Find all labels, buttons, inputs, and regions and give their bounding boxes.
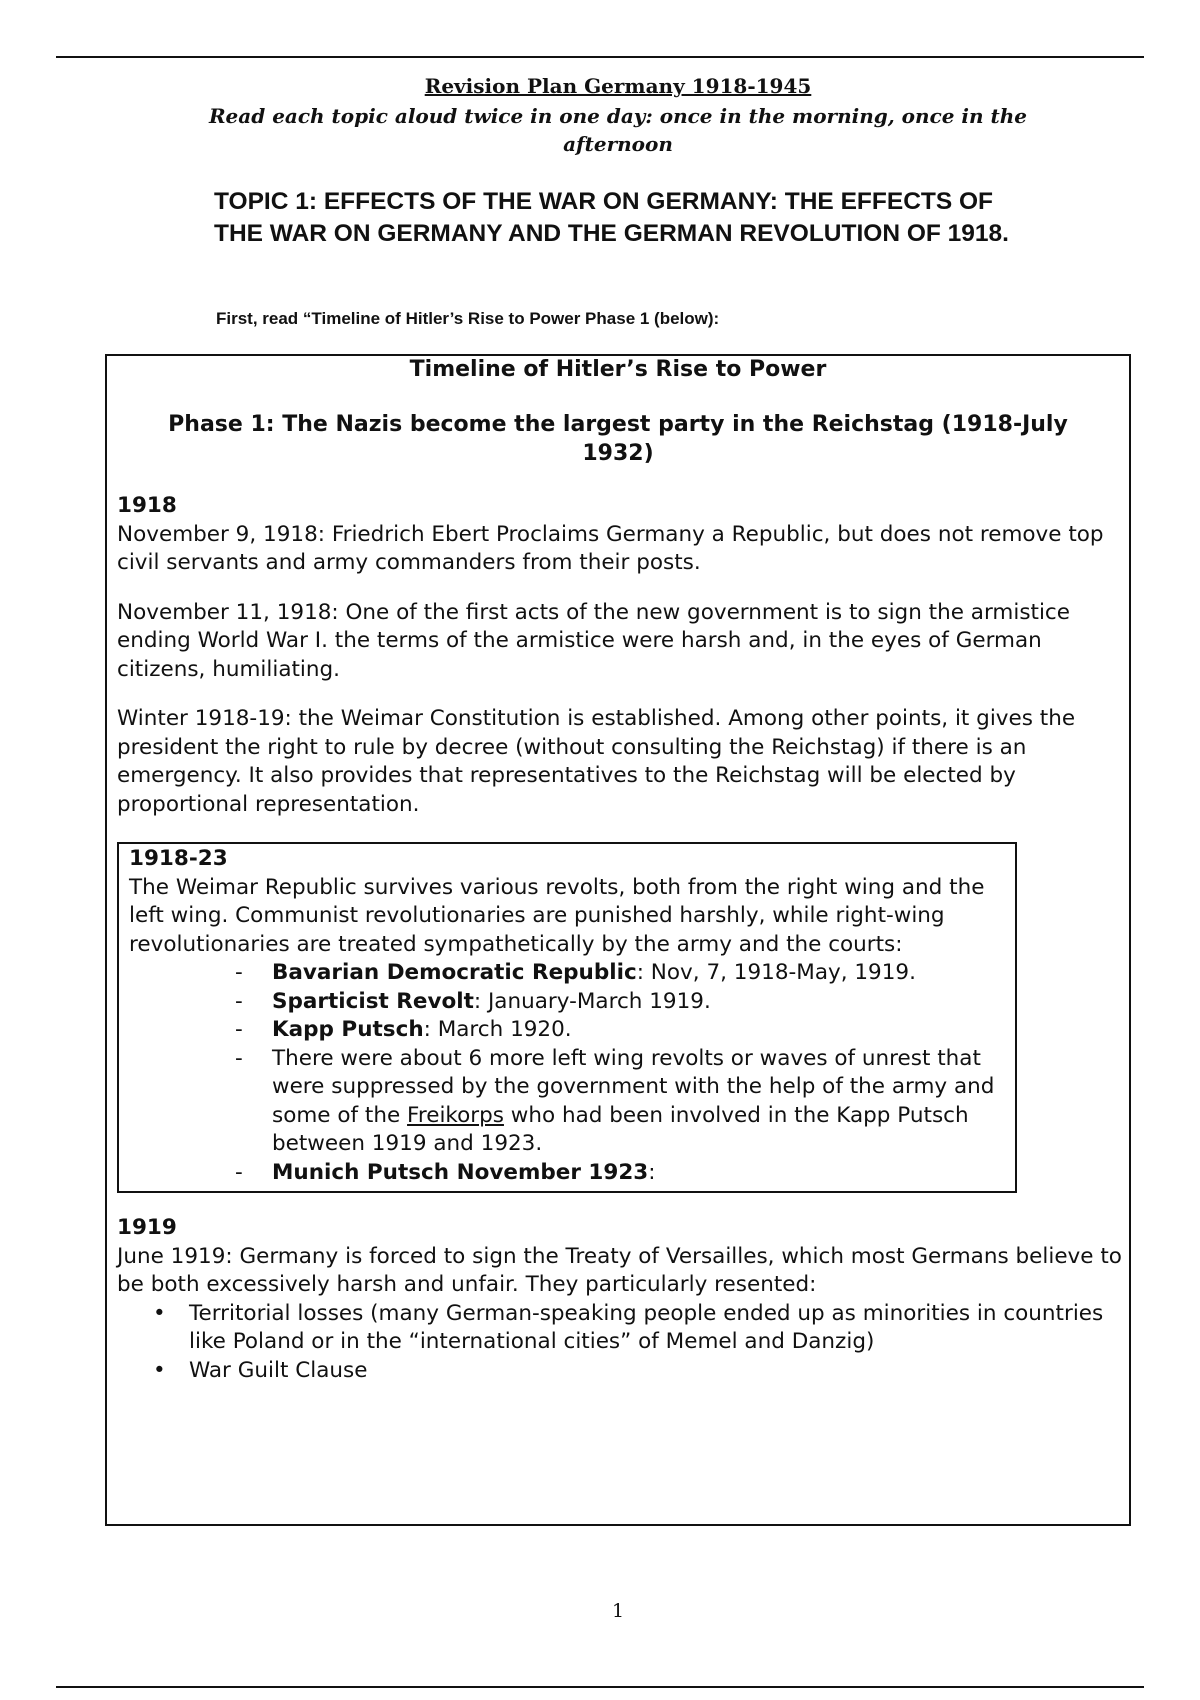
revolts-intro: The Weimar Republic survives various revolts, both from the right wing and the left wing. Communist revolutionaries are punished harshly, while right-wing revolutionaries are treated sympathetically by the army and the courts: [129,874,985,957]
page-number: 1 [611,1600,625,1622]
timeline-title: Timeline of Hitler’s Rise to Power [409,357,827,382]
revolt-name: Munich Putsch November 1923 [272,1159,649,1185]
timeline-entry: November 9, 1918: Friedrich Ebert Proclaims Germany a Republic, but does not remove top civil servants and army commanders from their posts. [117,521,1104,575]
document-subtitle: Read each topic aloud twice in one day: once in the morning, once in the afternoon [208,104,1028,156]
timeline-entry: June 1919: Germany is forced to sign the Treaty of Versailles, which most Germans believe to be both excessively harsh and unfair. They particularly resented: [117,1243,1122,1297]
freikorps-link[interactable]: Freikorps [407,1102,504,1128]
revolt-text: There were about 6 more left wing revolts or waves of unrest that were suppressed by the government with the help of the army and some of the [272,1045,995,1128]
timeline-box [105,354,1131,1526]
list-item [235,959,1005,988]
timeline-entry: Winter 1918-19: the Weimar Constitution is established. Among other points, it gives the president the right to rule by decree (without consulting the Reichstag) if there is an emergency. It also provides that representatives to the Reichstag will be elected by proportional representation. [117,706,1076,817]
revolt-date: : March 1920. [423,1017,572,1042]
reading-instruction: First, read “Timeline of Hitler’s Rise to Power Phase 1 (below): [216,309,720,328]
revolt-date: : [648,1159,656,1185]
resented-list [117,1300,1122,1386]
revolt-text: who had been involved in the Kapp Putsch between 1919 and 1923. [272,1102,969,1156]
top-rule [56,56,1144,58]
year-heading-1918: 1918 [117,493,177,518]
revolts-list [129,959,1005,1187]
revolt-name: Sparticist Revolt [272,988,474,1014]
bottom-rule [56,1686,1144,1688]
revolt-date: : Nov, 7, 1918-May, 1919. [636,960,916,985]
revolt-name: Kapp Putsch [272,1017,424,1042]
revolt-name: Bavarian Democratic Republic [272,960,637,985]
list-item [235,1159,1005,1188]
list-item: • War Guilt Clause [153,1357,1122,1386]
list-item: • Territorial losses (many German-speaking people ended up as minorities in countries like Poland or in the “international cities” of Memel and Danzig) [153,1300,1122,1357]
list-item [235,988,1005,1017]
timeline-entry: November 11, 1918: One of the first acts of the new government is to sign the armistice ending World War I. the terms of the armistice were harsh and, in the eyes of German citizens, humiliating. [117,599,1070,682]
document-title: Revision Plan Germany 1918-1945 [424,74,812,98]
list-item [235,1016,1005,1045]
timeline-body [117,492,1122,1385]
revolts-box [117,842,1017,1193]
topic-heading: TOPIC 1: EFFECTS OF THE WAR ON GERMANY: THE EFFECTS OF THE WAR ON GERMANY AND THE GERMAN REVOLUTION OF 1918. [214,188,1009,247]
revolt-date: : January-March 1919. [473,988,711,1014]
timeline-phase-heading: Phase 1: The Nazis become the largest party in the Reichstag (1918-July 1932) [168,412,1068,466]
year-heading-1919: 1919 [117,1215,177,1240]
list-item [235,1045,1005,1159]
year-heading-1918-23: 1918-23 [129,846,228,871]
